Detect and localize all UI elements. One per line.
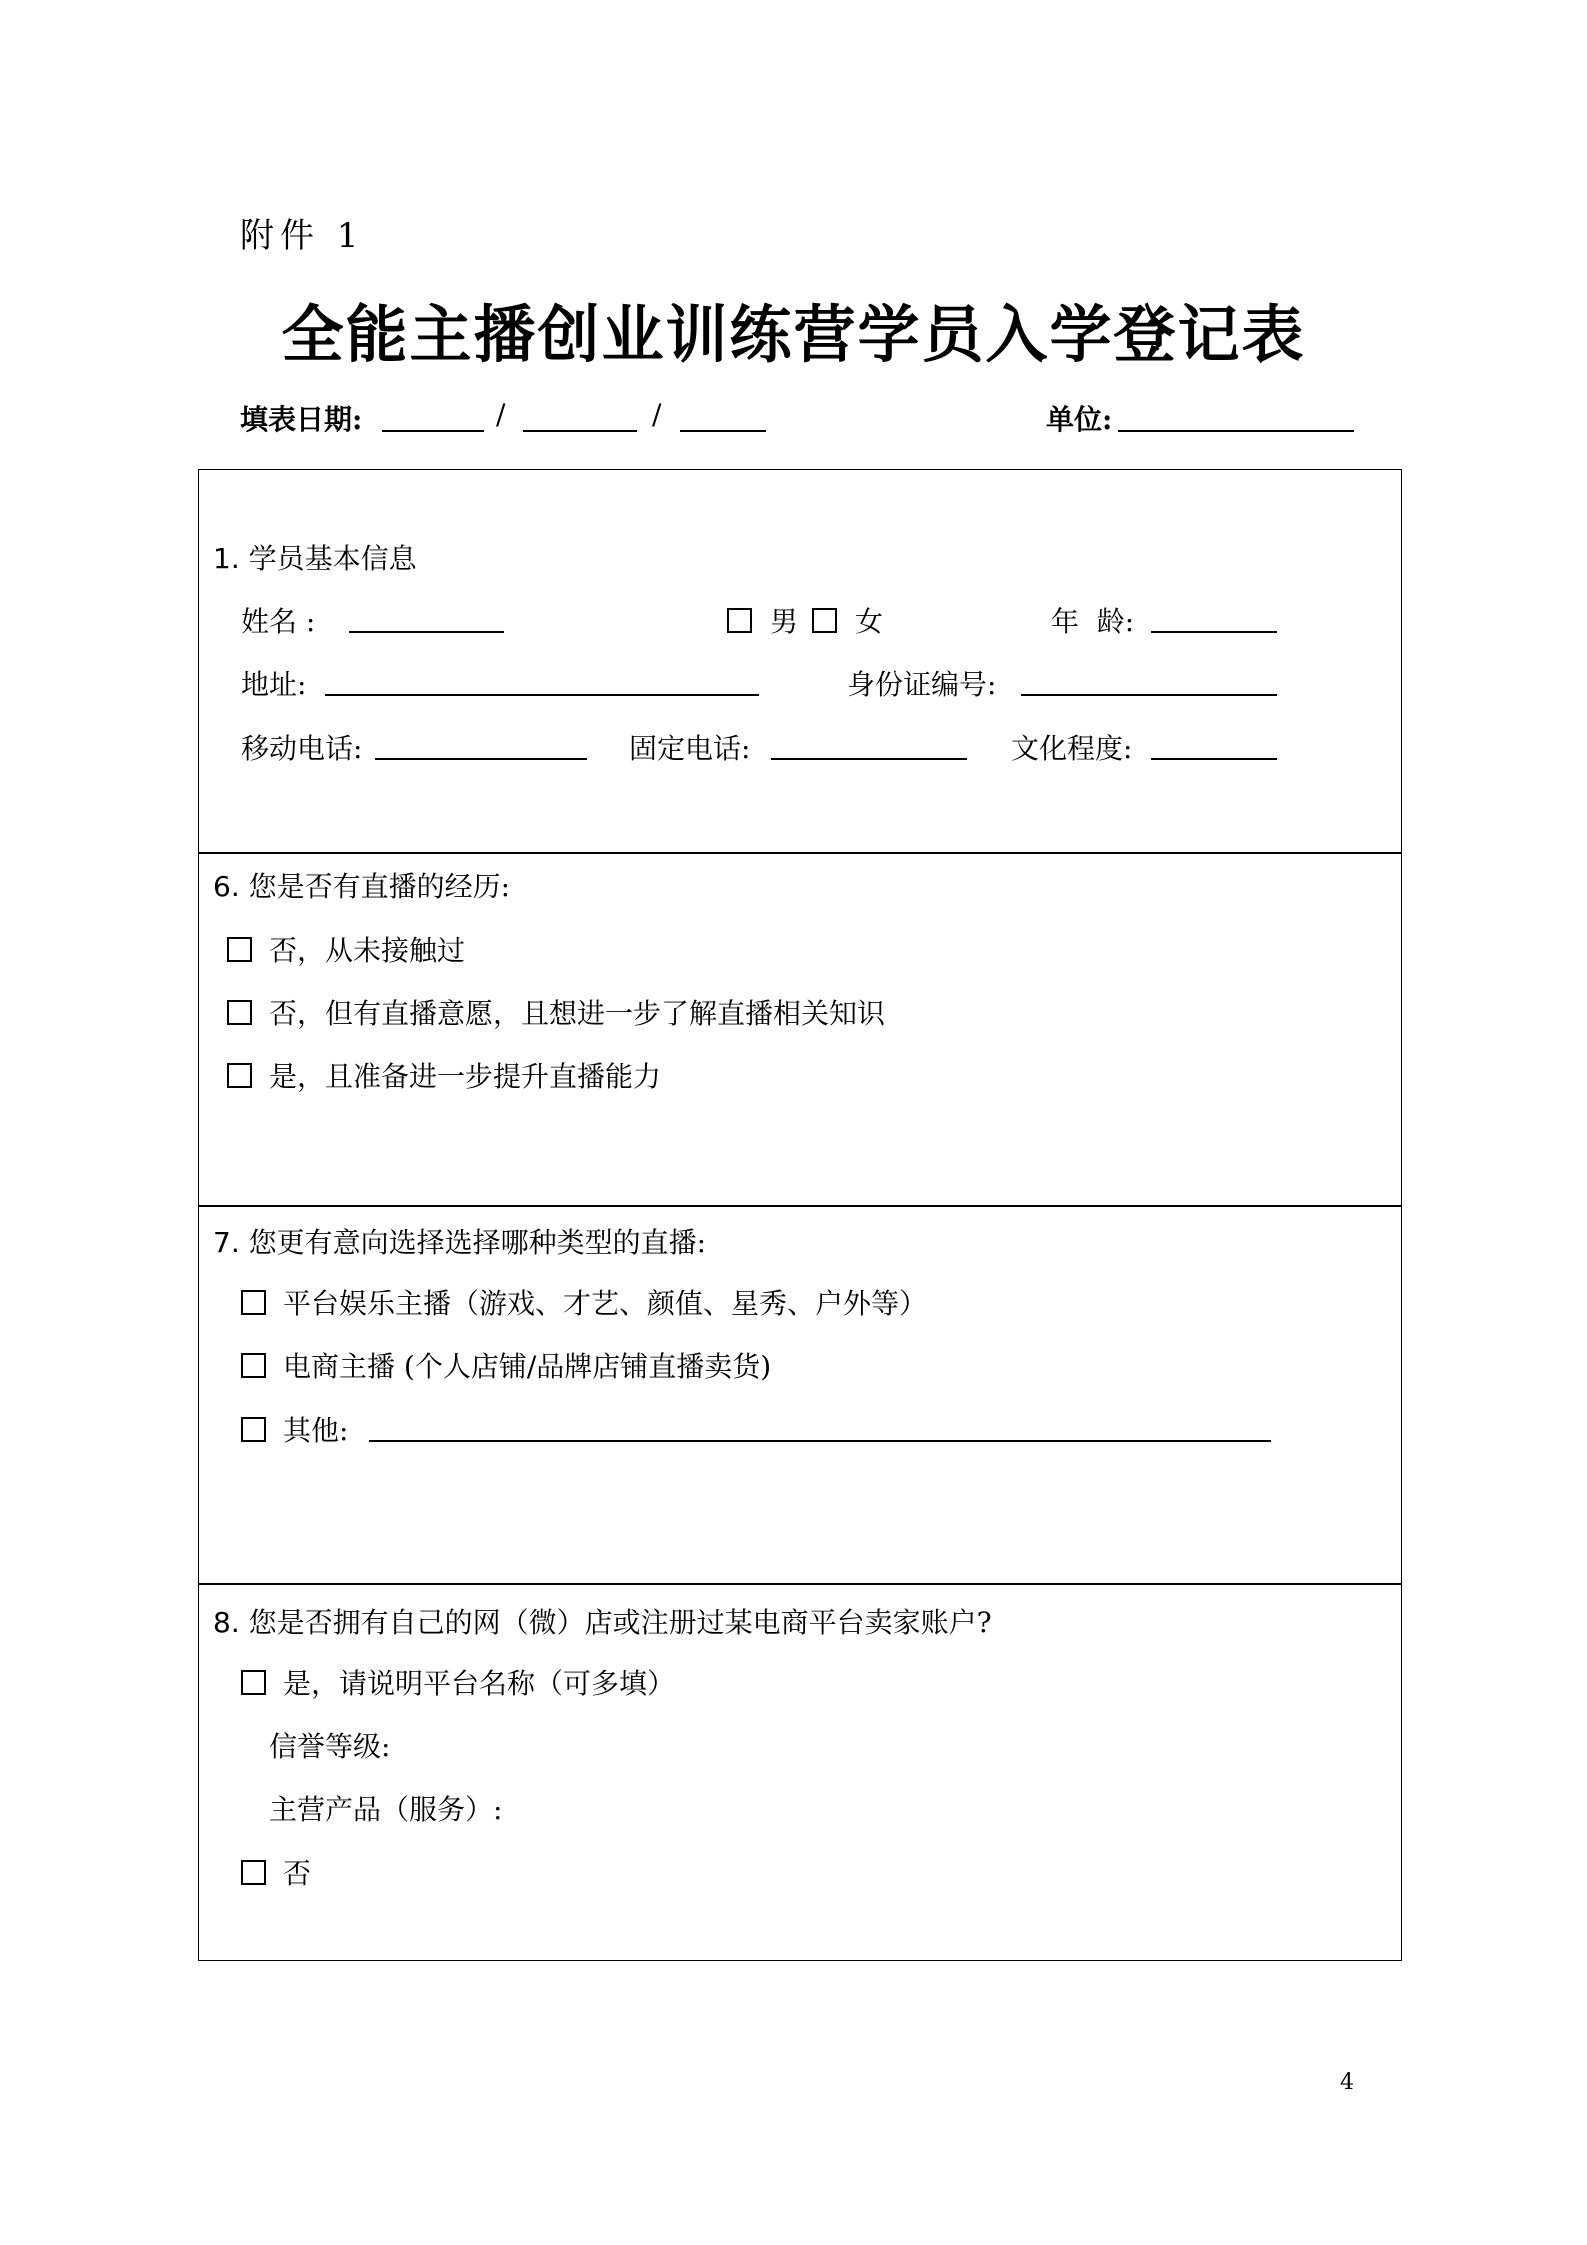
- unit-label: 单位:: [1046, 403, 1113, 436]
- section-heading: [213, 537, 417, 577]
- yes-checkbox[interactable]: [241, 1670, 266, 1695]
- option-checkbox[interactable]: [227, 1000, 252, 1025]
- section-live-experience: [198, 852, 1402, 1207]
- section-title: 学员基本信息: [248, 542, 417, 575]
- form-title: 全能主播创业训练营学员入学登记表: [281, 298, 1306, 371]
- section-online-store: [198, 1583, 1402, 1961]
- section-number: 1.: [213, 542, 240, 575]
- mobile-phone-label: 移动电话:: [241, 732, 363, 765]
- option-label: 电商主播 (个人店铺/品牌店铺直播卖货): [283, 1350, 772, 1383]
- credit-level-label: 信誉等级:: [269, 1730, 391, 1763]
- address-field[interactable]: [325, 694, 759, 696]
- age-field[interactable]: [1151, 631, 1277, 633]
- date-month-field[interactable]: [523, 430, 637, 432]
- page-number: 4: [1340, 2070, 1354, 2095]
- section-number: 6.: [213, 870, 240, 903]
- section-basic-info: [198, 469, 1402, 854]
- male-checkbox[interactable]: [727, 608, 752, 633]
- option-label: 其他:: [283, 1414, 349, 1447]
- section-heading: [213, 865, 510, 905]
- other-field[interactable]: [369, 1440, 1271, 1442]
- main-product-label: 主营产品（服务）:: [269, 1793, 503, 1826]
- fill-date-label: 填表日期:: [240, 403, 363, 436]
- section-heading: [213, 1221, 706, 1261]
- option-checkbox[interactable]: [241, 1353, 266, 1378]
- section-title: 您更有意向选择选择哪种类型的直播:: [248, 1226, 707, 1259]
- female-checkbox[interactable]: [812, 608, 837, 633]
- name-field[interactable]: [349, 631, 504, 633]
- unit-field[interactable]: [1118, 430, 1354, 432]
- option-label: 否，但有直播意愿，且想进一步了解直播相关知识: [269, 997, 886, 1030]
- option-checkbox[interactable]: [227, 937, 252, 962]
- yes-option-label: 是，请说明平台名称（可多填）: [283, 1667, 676, 1700]
- attachment-label: 附件 1: [240, 216, 365, 256]
- date-year-field[interactable]: [382, 430, 484, 432]
- section-title: 您是否拥有自己的网（微）店或注册过某电商平台卖家账户?: [248, 1606, 992, 1639]
- female-label: 女: [855, 605, 884, 638]
- landline-field[interactable]: [771, 758, 967, 760]
- option-checkbox[interactable]: [241, 1417, 266, 1442]
- section-number: 7.: [213, 1226, 240, 1259]
- id-number-field[interactable]: [1021, 694, 1277, 696]
- option-label: 平台娱乐主播（游戏、才艺、颜值、星秀、户外等）: [283, 1287, 928, 1320]
- option-checkbox[interactable]: [241, 1290, 266, 1315]
- date-separator: /: [496, 398, 506, 431]
- id-number-label: 身份证编号:: [847, 668, 997, 701]
- date-day-field[interactable]: [680, 430, 766, 432]
- address-label: 地址:: [241, 668, 307, 701]
- section-number: 8.: [213, 1606, 240, 1639]
- option-checkbox[interactable]: [227, 1063, 252, 1088]
- education-field[interactable]: [1151, 758, 1277, 760]
- male-label: 男: [770, 605, 799, 638]
- name-label: 姓名 :: [241, 605, 316, 638]
- option-label: 否，从未接触过: [269, 934, 466, 967]
- landline-label: 固定电话:: [629, 732, 751, 765]
- no-option-label: 否: [283, 1857, 312, 1890]
- section-live-type: [198, 1205, 1402, 1585]
- option-label: 是，且准备进一步提升直播能力: [269, 1060, 662, 1093]
- section-heading: [213, 1601, 992, 1641]
- no-checkbox[interactable]: [241, 1860, 266, 1885]
- date-separator: /: [652, 398, 662, 431]
- age-label: 年 龄:: [1051, 605, 1135, 638]
- mobile-phone-field[interactable]: [375, 758, 587, 760]
- section-title: 您是否有直播的经历:: [248, 870, 511, 903]
- education-label: 文化程度:: [1011, 732, 1133, 765]
